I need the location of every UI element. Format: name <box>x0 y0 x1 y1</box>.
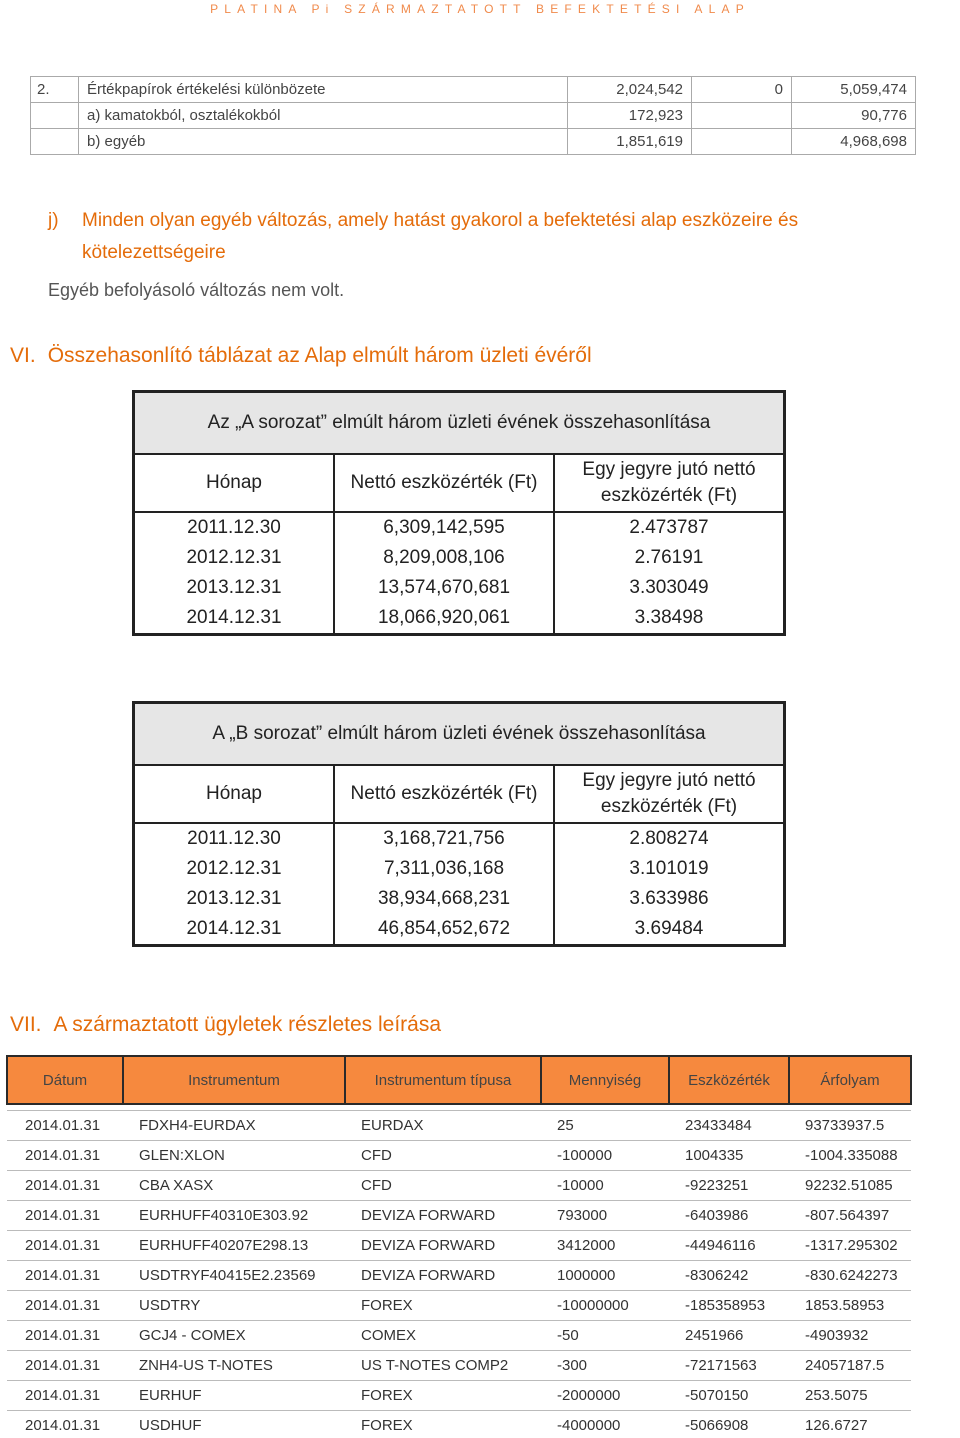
value-cell: 3.69484 <box>634 918 704 939</box>
heading-vi <box>10 344 592 368</box>
instrument-cell: EURHUFF40207E298.13 <box>123 1230 345 1260</box>
table-row <box>31 103 916 129</box>
asset-value-cell: -8306242 <box>669 1260 789 1290</box>
quantity-cell: -50 <box>541 1320 669 1350</box>
value-cell: 2.473787 <box>629 517 709 538</box>
table-row <box>135 884 783 914</box>
asset-value-cell: 23433484 <box>669 1110 789 1140</box>
instrument-type-cell: FOREX <box>345 1410 541 1438</box>
date-cell: 2014.01.31 <box>7 1410 123 1438</box>
table-title: Az „A sorozat” elmúlt három üzleti évének összehasonlítása <box>135 393 783 455</box>
date-cell: 2014.01.31 <box>7 1170 123 1200</box>
value-cell: 8,209,008,106 <box>335 543 555 573</box>
value-cell: 90,776 <box>792 103 916 129</box>
asset-value-cell: -185358953 <box>669 1290 789 1320</box>
date-cell: 2014.12.31 <box>135 603 335 633</box>
row-label: Értékpapírok értékelési különbözete <box>79 77 568 103</box>
row-index <box>31 103 79 129</box>
table-row <box>31 129 916 155</box>
instrument-cell: EURHUFF40310E303.92 <box>123 1200 345 1230</box>
col-header-net-asset-value: Nettó eszközérték (Ft) <box>335 455 555 511</box>
table-row <box>7 1350 911 1380</box>
table-row <box>7 1200 911 1230</box>
table-header <box>135 766 783 824</box>
rate-cell: -4903932 <box>789 1320 911 1350</box>
date-cell: 2014.01.31 <box>7 1380 123 1410</box>
col-header-instrument-type: Instrumentum típusa <box>345 1056 541 1104</box>
quantity-cell: 3412000 <box>541 1230 669 1260</box>
heading-text: Összehasonlító táblázat az Alap elmúlt három üzleti évéről <box>47 344 592 367</box>
derivatives-table <box>6 1055 912 1438</box>
col-header-instrument: Instrumentum <box>123 1056 345 1104</box>
col-header-rate: Árfolyam <box>789 1056 911 1104</box>
date-cell: 2013.12.31 <box>135 573 335 603</box>
date-cell: 2012.12.31 <box>135 543 335 573</box>
instrument-cell: ZNH4-US T-NOTES <box>123 1350 345 1380</box>
paragraph: Egyéb befolyásoló változás nem volt. <box>48 280 345 300</box>
instrument-cell: FDXH4-EURDAX <box>123 1110 345 1140</box>
col-header-month: Hónap <box>135 766 335 822</box>
value-cell: 7,311,036,168 <box>335 854 555 884</box>
instrument-type-cell: DEVIZA FORWARD <box>345 1260 541 1290</box>
value-cell: 18,066,920,061 <box>335 603 555 633</box>
date-cell: 2013.12.31 <box>135 884 335 914</box>
table-row <box>7 1230 911 1260</box>
quantity-cell: 25 <box>541 1110 669 1140</box>
col-header-quantity: Mennyiség <box>541 1056 669 1104</box>
rate-cell: 93733937.5 <box>789 1110 911 1140</box>
table-row <box>135 513 783 543</box>
rate-cell: 24057187.5 <box>789 1350 911 1380</box>
heading-number: VII. <box>10 1013 42 1036</box>
asset-value-cell: -9223251 <box>669 1170 789 1200</box>
asset-value-cell: -44946116 <box>669 1230 789 1260</box>
value-cell: 2.808274 <box>629 828 709 849</box>
date-cell: 2014.01.31 <box>7 1230 123 1260</box>
table-header-row <box>7 1056 911 1104</box>
table-row <box>7 1380 911 1410</box>
table-row <box>7 1170 911 1200</box>
asset-value-cell: -5070150 <box>669 1380 789 1410</box>
instrument-type-cell: CFD <box>345 1170 541 1200</box>
table-row <box>135 914 783 944</box>
rate-cell: -807.564397 <box>789 1200 911 1230</box>
rate-cell: 253.5075 <box>789 1380 911 1410</box>
quantity-cell: -100000 <box>541 1140 669 1170</box>
rate-cell: -1317.295302 <box>789 1230 911 1260</box>
table-row <box>7 1140 911 1170</box>
quantity-cell: 793000 <box>541 1200 669 1230</box>
date-cell: 2014.01.31 <box>7 1290 123 1320</box>
value-cell: 3.303049 <box>629 577 709 598</box>
asset-value-cell: -5066908 <box>669 1410 789 1438</box>
rate-cell: 126.6727 <box>789 1410 911 1438</box>
heading-text: A származtatott ügyletek részletes leírása <box>53 1013 442 1036</box>
value-cell: 2,024,542 <box>568 77 692 103</box>
instrument-cell: GCJ4 - COMEX <box>123 1320 345 1350</box>
asset-value-cell: 1004335 <box>669 1140 789 1170</box>
table-row <box>7 1320 911 1350</box>
value-cell <box>692 129 792 155</box>
instrument-cell: USDHUF <box>123 1410 345 1438</box>
heading-vii <box>10 1013 441 1037</box>
table-row <box>7 1410 911 1438</box>
instrument-type-cell: DEVIZA FORWARD <box>345 1230 541 1260</box>
rate-cell: 92232.51085 <box>789 1170 911 1200</box>
asset-value-cell: 2451966 <box>669 1320 789 1350</box>
table-row <box>7 1110 911 1140</box>
value-cell: 0 <box>692 77 792 103</box>
date-cell: 2011.12.30 <box>135 824 335 854</box>
value-cell: 6,309,142,595 <box>335 513 555 543</box>
rate-cell: 1853.58953 <box>789 1290 911 1320</box>
asset-value-cell: -72171563 <box>669 1350 789 1380</box>
instrument-type-cell: FOREX <box>345 1290 541 1320</box>
section-text: Minden olyan egyéb változás, amely hatást gyakorol a befektetési alap eszközeire és kötelezettségeire <box>82 210 799 263</box>
valuation-difference-table <box>30 76 916 155</box>
date-cell: 2014.01.31 <box>7 1110 123 1140</box>
value-cell: 1,851,619 <box>568 129 692 155</box>
value-cell: 38,934,668,231 <box>335 884 555 914</box>
col-header-nav-per-unit: Egy jegyre jutó nettó eszközérték (Ft) <box>582 459 756 506</box>
quantity-cell: -4000000 <box>541 1410 669 1438</box>
table-row <box>135 824 783 854</box>
section-j-heading <box>48 205 908 269</box>
asset-value-cell: -6403986 <box>669 1200 789 1230</box>
value-cell: 172,923 <box>568 103 692 129</box>
col-header-month: Hónap <box>135 455 335 511</box>
running-header: PLATINA Pi SZÁRMAZTATOTT BEFEKTETÉSI ALAP <box>210 2 750 16</box>
table-title: A „B sorozat” elmúlt három üzleti évének összehasonlítása <box>135 704 783 766</box>
row-index: 2. <box>31 77 79 103</box>
value-cell: 2.76191 <box>634 547 704 568</box>
date-cell: 2014.12.31 <box>135 914 335 944</box>
instrument-type-cell: CFD <box>345 1140 541 1170</box>
quantity-cell: -10000000 <box>541 1290 669 1320</box>
instrument-cell: USDTRY <box>123 1290 345 1320</box>
rate-cell: -830.6242273 <box>789 1260 911 1290</box>
value-cell: 5,059,474 <box>792 77 916 103</box>
col-header-date: Dátum <box>7 1056 123 1104</box>
instrument-type-cell: DEVIZA FORWARD <box>345 1200 541 1230</box>
date-cell: 2014.01.31 <box>7 1260 123 1290</box>
table-row <box>7 1290 911 1320</box>
col-header-nav-per-unit: Egy jegyre jutó nettó eszközérték (Ft) <box>582 770 756 817</box>
date-cell: 2014.01.31 <box>7 1350 123 1380</box>
value-cell: 46,854,652,672 <box>335 914 555 944</box>
table-row <box>135 603 783 633</box>
table-row <box>7 1260 911 1290</box>
quantity-cell: 1000000 <box>541 1260 669 1290</box>
row-label: b) egyéb <box>79 129 568 155</box>
instrument-cell: GLEN:XLON <box>123 1140 345 1170</box>
instrument-type-cell: FOREX <box>345 1380 541 1410</box>
quantity-cell: -10000 <box>541 1170 669 1200</box>
value-cell: 3.101019 <box>629 858 709 879</box>
date-cell: 2011.12.30 <box>135 513 335 543</box>
col-header-asset-value: Eszközérték <box>669 1056 789 1104</box>
table-row <box>135 573 783 603</box>
value-cell: 13,574,670,681 <box>335 573 555 603</box>
value-cell: 3,168,721,756 <box>335 824 555 854</box>
instrument-type-cell: US T-NOTES COMP2 <box>345 1350 541 1380</box>
instrument-cell: EURHUF <box>123 1380 345 1410</box>
instrument-type-cell: COMEX <box>345 1320 541 1350</box>
value-cell <box>692 103 792 129</box>
instrument-type-cell: EURDAX <box>345 1110 541 1140</box>
table-row <box>135 543 783 573</box>
series-b-comparison-table <box>132 701 786 947</box>
table-row <box>135 854 783 884</box>
rate-cell: -1004.335088 <box>789 1140 911 1170</box>
value-cell: 4,968,698 <box>792 129 916 155</box>
date-cell: 2014.01.31 <box>7 1320 123 1350</box>
date-cell: 2014.01.31 <box>7 1140 123 1170</box>
date-cell: 2012.12.31 <box>135 854 335 884</box>
instrument-cell: CBA XASX <box>123 1170 345 1200</box>
series-a-comparison-table <box>132 390 786 636</box>
instrument-cell: USDTRYF40415E2.23569 <box>123 1260 345 1290</box>
col-header-net-asset-value: Nettó eszközérték (Ft) <box>335 766 555 822</box>
row-label: a) kamatokból, osztalékokból <box>79 103 568 129</box>
row-index <box>31 129 79 155</box>
table-row <box>31 77 916 103</box>
section-marker: j) <box>48 210 59 231</box>
date-cell: 2014.01.31 <box>7 1200 123 1230</box>
heading-number: VI. <box>10 344 36 367</box>
quantity-cell: -300 <box>541 1350 669 1380</box>
value-cell: 3.38498 <box>634 607 704 628</box>
table-header <box>135 455 783 513</box>
quantity-cell: -2000000 <box>541 1380 669 1410</box>
value-cell: 3.633986 <box>629 888 709 909</box>
